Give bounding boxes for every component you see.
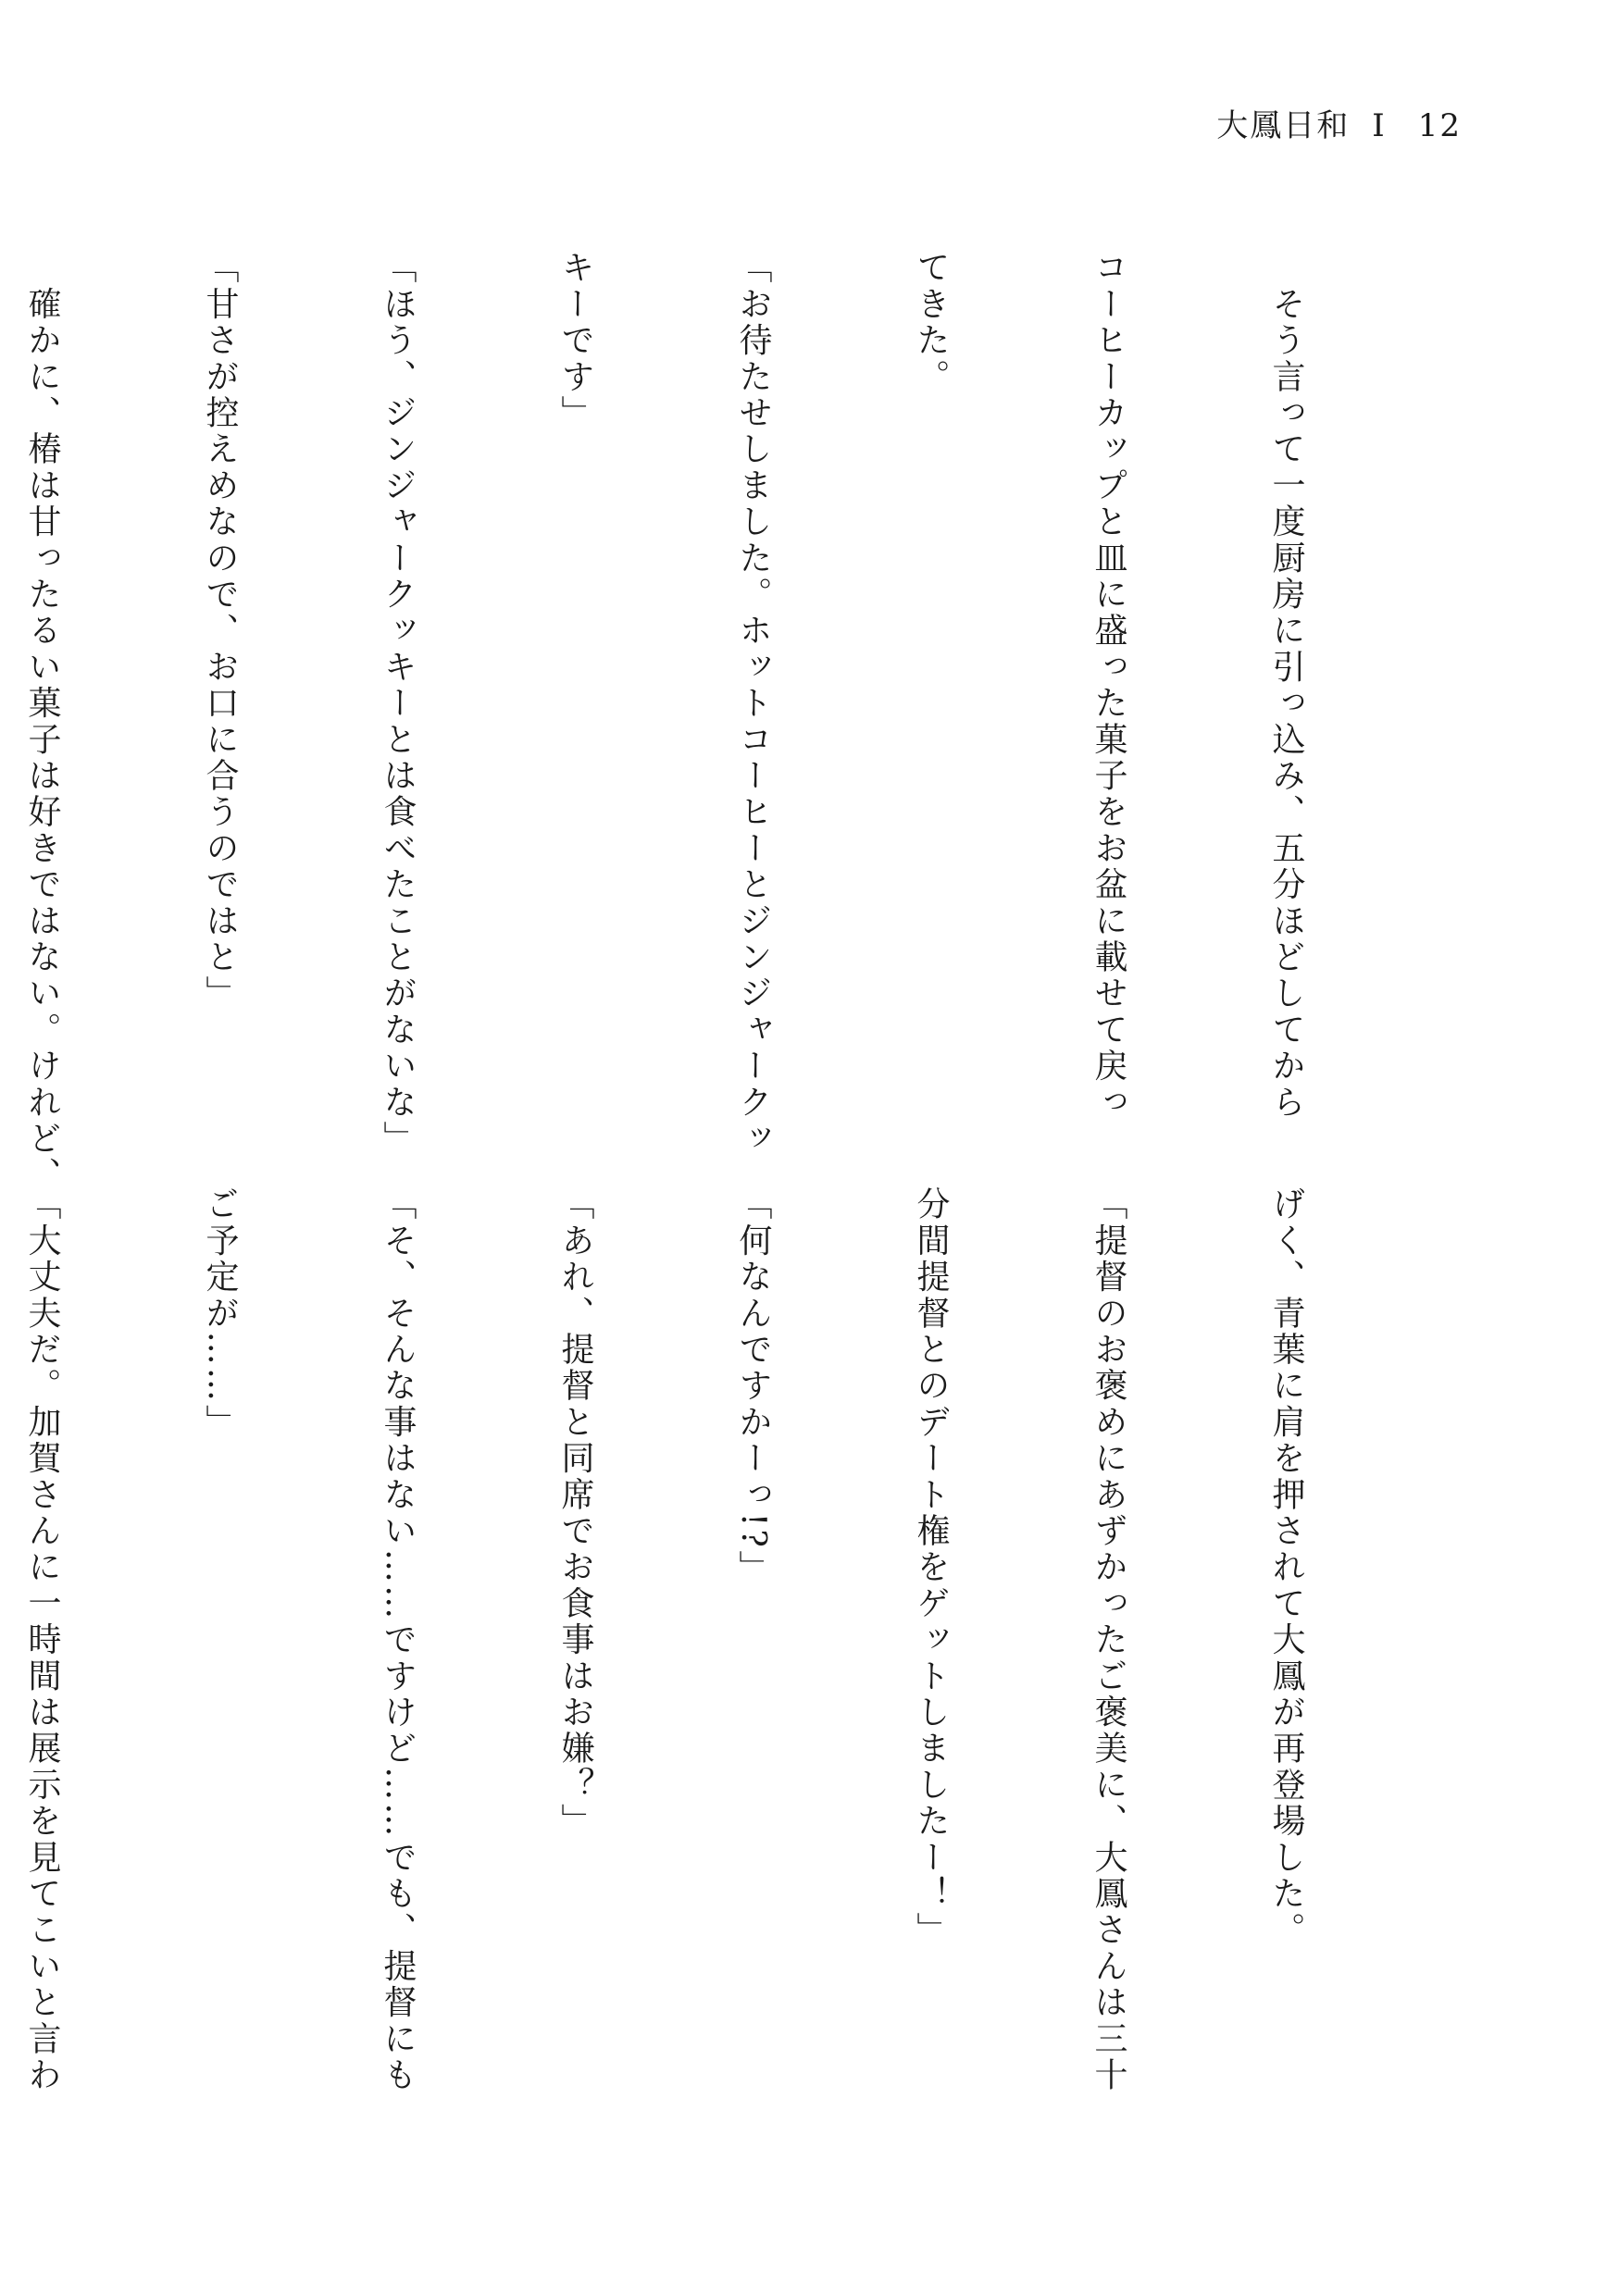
book-title: 大鳳日和	[1216, 107, 1351, 144]
text-line: 「お待たせしました。ホットコーヒーとジンジャークッ	[734, 250, 772, 1157]
text-line: 確かに、椿は甘ったるい菓子は好きではない。けれど、	[23, 250, 61, 1194]
text-line: げく、青葉に肩を押されて大鳳が再登場した。	[1267, 1186, 1305, 1949]
volume-number: Ⅰ	[1372, 107, 1387, 144]
text-line: 「甘さが控えめなので、お口に合うのではと」	[201, 250, 239, 1012]
text-line: コーヒーカップと皿に盛った菓子をお盆に載せて戻っ	[1090, 250, 1127, 1121]
text-line: 「そ、そんな事はない……ですけど……でも、提督にも	[379, 1186, 417, 2093]
text-line: 「ほう、ジンジャークッキーとは食べたことがないな」	[379, 250, 417, 1157]
page-header	[1216, 100, 1462, 145]
lower-text-block	[23, 1186, 1434, 2093]
text-line: ご予定が……」	[201, 1186, 239, 1441]
page-number: 12	[1417, 107, 1462, 144]
text-line: 「大丈夫だ。加賀さんに一時間は展示を見てこいと言わ	[23, 1186, 61, 2093]
text-line: キーです」	[556, 250, 594, 431]
text-line: そう言って一度厨房に引っ込み、五分ほどしてから	[1267, 250, 1305, 1121]
text-line: 分間提督とのデート権をゲットしましたー！」	[912, 1186, 950, 1949]
text-line: てきた。	[912, 250, 950, 395]
text-line: 「提督のお褒めにあずかったご褒美に、大鳳さんは三十	[1090, 1186, 1127, 2093]
text-line: 「あれ、提督と同席でお食事はお嫌？」	[556, 1186, 594, 1840]
upper-text-block	[23, 250, 1434, 1194]
text-line: 「何なんですかーっ!?」	[734, 1186, 772, 1587]
